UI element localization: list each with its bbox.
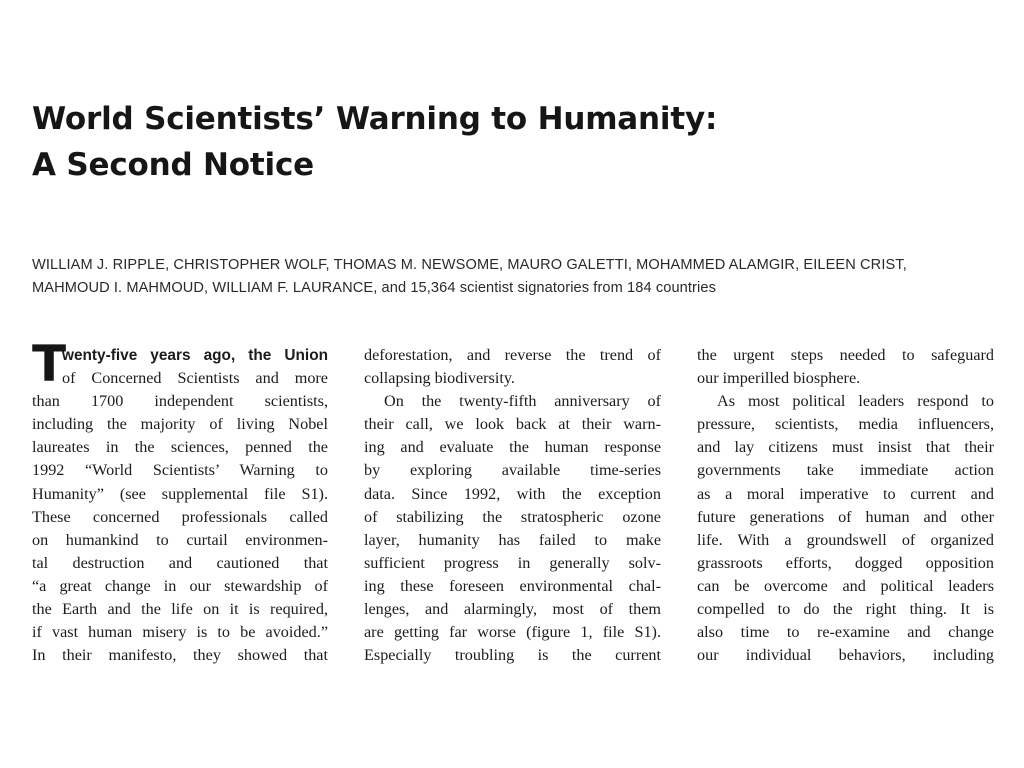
title-line-1: World Scientists’ Warning to Humanity: bbox=[32, 101, 718, 137]
text-line: In their manifesto, they showed that bbox=[32, 646, 328, 665]
text-line: layer, humanity has failed to make bbox=[364, 530, 661, 549]
text-line: These concerned professionals called bbox=[32, 507, 328, 526]
authors-line-2: MAHMOUD I. MAHMOUD, WILLIAM F. LAURANCE, and 15,364 scientist signatories from 184 countries bbox=[32, 280, 716, 296]
text-line: our individual behaviors, including bbox=[697, 646, 994, 665]
text-line: the Earth and the life on it is required, bbox=[32, 600, 328, 619]
text-line: our imperilled biosphere. bbox=[697, 369, 861, 388]
text-line: of stabilizing the stratospheric ozone bbox=[364, 507, 661, 526]
text-line: grassroots efforts, dogged opposition bbox=[697, 553, 994, 572]
text-line: by exploring available time-series bbox=[364, 461, 661, 480]
text-line: Especially troubling is the current bbox=[364, 646, 661, 665]
text-line: Humanity” (see supplemental file S1). bbox=[32, 484, 328, 503]
text-line: of Concerned Scientists and more bbox=[62, 369, 328, 388]
text-line: tal destruction and cautioned that bbox=[32, 553, 328, 572]
text-line: and lay citizens must insist that their bbox=[697, 438, 994, 457]
text-line: their call, we look back at their warn- bbox=[364, 415, 661, 434]
text-line: ing these foreseen environmental chal- bbox=[364, 576, 661, 595]
text-line: collapsing biodiversity. bbox=[364, 369, 515, 388]
article-title bbox=[32, 96, 932, 188]
text-line: if vast human misery is to be avoided.” bbox=[32, 623, 328, 642]
text-line: On the twenty-fifth anniversary of bbox=[384, 392, 661, 411]
text-line: as a moral imperative to current and bbox=[697, 484, 994, 503]
text-line: ing and evaluate the human response bbox=[364, 438, 661, 457]
author-list bbox=[32, 254, 1002, 300]
text-line: 1992 “World Scientists’ Warning to bbox=[32, 461, 328, 480]
drop-cap: T bbox=[32, 335, 67, 393]
text-line: including the majority of living Nobel bbox=[32, 415, 328, 434]
text-line: compelled to do the right thing. It is bbox=[697, 600, 994, 619]
text-line: sufficient progress in generally solv- bbox=[364, 553, 661, 572]
article-body bbox=[0, 335, 1024, 674]
authors-line-1: WILLIAM J. RIPPLE, CHRISTOPHER WOLF, THOMAS M. NEWSOME, MAURO GALETTI, MOHAMMED ALAMGIR, EILEEN CRIST, bbox=[32, 257, 907, 273]
title-line-2: A Second Notice bbox=[32, 147, 314, 183]
text-line: than 1700 independent scientists, bbox=[32, 392, 328, 411]
text-line: As most political leaders respond to bbox=[717, 392, 994, 411]
text-line: are getting far worse (figure 1, file S1). bbox=[364, 623, 661, 642]
text-line: data. Since 1992, with the exception bbox=[364, 484, 661, 503]
text-column-3 bbox=[697, 344, 994, 667]
text-line: pressure, scientists, media influencers, bbox=[697, 415, 994, 434]
text-line: “a great change in our stewardship of bbox=[32, 576, 328, 595]
text-line: the urgent steps needed to safeguard bbox=[697, 346, 994, 364]
text-column-1 bbox=[32, 344, 328, 667]
text-line: laureates in the sciences, penned the bbox=[32, 438, 328, 457]
text-line: lenges, and alarmingly, most of them bbox=[364, 600, 661, 619]
text-line: governments take immediate action bbox=[697, 461, 994, 480]
text-line: deforestation, and reverse the trend of bbox=[364, 346, 661, 364]
text-line: life. With a groundswell of organized bbox=[697, 530, 994, 549]
text-line: on humankind to curtail environmen- bbox=[32, 530, 328, 549]
text-line: future generations of human and other bbox=[697, 507, 994, 526]
text-line: wenty-five years ago, the Union bbox=[62, 347, 328, 364]
text-column-2 bbox=[364, 344, 661, 667]
text-line: can be overcome and political leaders bbox=[697, 576, 994, 595]
text-line: also time to re-examine and change bbox=[697, 623, 994, 642]
